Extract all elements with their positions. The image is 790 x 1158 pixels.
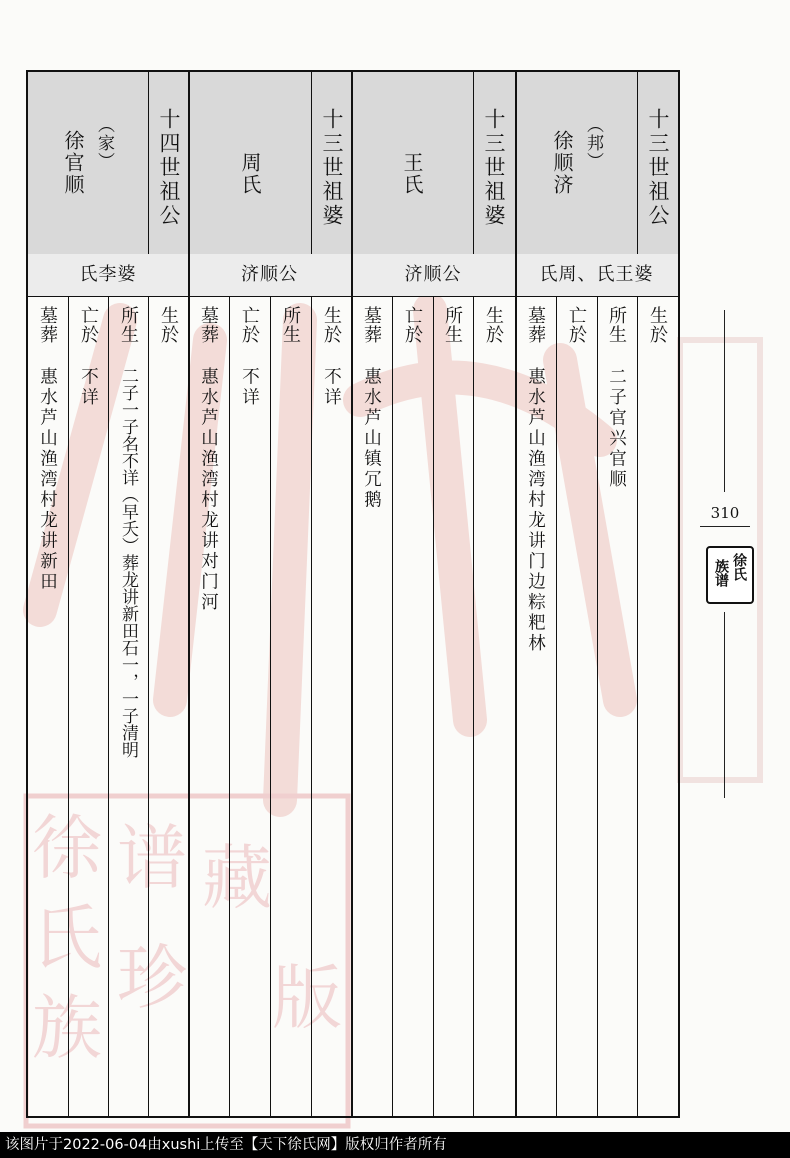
seal-char-1: 徐 xyxy=(32,807,102,889)
field-label-children: 所生 xyxy=(280,306,301,344)
field-label-burial: 墓葬 xyxy=(525,306,546,344)
seal-char-6: 藏 xyxy=(202,837,272,919)
field-label-death: 亡於 xyxy=(239,306,260,344)
field-value-birth: 不详 xyxy=(321,367,342,408)
field-label-burial: 墓葬 xyxy=(37,306,58,344)
field-label-burial: 墓葬 xyxy=(361,306,382,344)
book-logo-line1: 徐氏 xyxy=(731,553,747,581)
field-label-children: 所生 xyxy=(606,306,627,344)
field-label-children: 所生 xyxy=(118,306,139,344)
field-value-children: 二子官兴官顺 xyxy=(606,367,627,490)
field-value-burial: 惠水芦山渔湾村龙讲新田 xyxy=(37,367,58,593)
field-value-burial: 惠水芦山渔湾村龙讲对门河 xyxy=(198,367,219,613)
seal-char-7: 版 xyxy=(272,957,342,1039)
spouse-relation: 济顺公 xyxy=(241,264,298,285)
header-band xyxy=(28,72,678,255)
field-label-children: 所生 xyxy=(442,306,463,344)
person-name: 周氏 xyxy=(238,152,262,196)
field-label-burial: 墓葬 xyxy=(198,306,219,344)
field-label-birth: 生於 xyxy=(647,306,668,344)
seal-char-2: 氏 xyxy=(32,897,102,979)
generation-label: 十三世祖婆 xyxy=(320,108,344,228)
person-name: 徐官顺 xyxy=(61,130,85,196)
person-name: 徐顺济 xyxy=(550,130,574,196)
generation-label: 十三世祖婆 xyxy=(482,108,506,228)
name-prefix: （邦） xyxy=(583,116,603,170)
field-label-death: 亡於 xyxy=(78,306,99,344)
field-value-death: 不详 xyxy=(78,367,99,408)
field-value-burial: 惠水芦山渔湾村龙讲门边粽粑林 xyxy=(525,367,546,654)
person-name: 王氏 xyxy=(400,152,424,196)
generation-label: 十四世祖公 xyxy=(157,108,181,228)
upload-notice-footer: 该图片于2022-06-04由xushi上传至【天下徐氏网】版权归作者所有 xyxy=(0,1132,790,1158)
spouse-relation: 氏李婆 xyxy=(79,264,137,285)
seal-char-4: 谱 xyxy=(117,817,187,899)
field-value-burial: 惠水芦山镇冗鹅 xyxy=(361,367,382,511)
field-label-birth: 生於 xyxy=(158,306,179,344)
field-value-death: 不详 xyxy=(239,367,260,408)
book-logo xyxy=(706,546,754,604)
seal-char-3: 族 xyxy=(32,987,102,1069)
page-number: 310 xyxy=(710,504,740,522)
generation-label: 十三世祖公 xyxy=(646,108,670,228)
spouse-relation: 济顺公 xyxy=(404,264,462,285)
field-value-children: 二子一子名不详（早夭）葬龙讲新田石一，一子清明 xyxy=(118,367,138,758)
field-label-birth: 生於 xyxy=(483,306,504,344)
page-number-rule xyxy=(700,526,750,527)
field-label-birth: 生於 xyxy=(321,306,342,344)
field-label-death: 亡於 xyxy=(566,306,587,344)
book-logo-line2: 族谱 xyxy=(713,559,729,587)
genealogy-table xyxy=(26,70,680,1118)
margin-rule-bottom xyxy=(724,612,725,798)
seal-char-5: 珍 xyxy=(117,937,187,1019)
spouse-relation: 氏周、氏王婆 xyxy=(539,264,654,285)
name-prefix: （家） xyxy=(94,116,114,170)
field-label-death: 亡於 xyxy=(402,306,423,344)
margin-rule-top xyxy=(724,310,725,492)
